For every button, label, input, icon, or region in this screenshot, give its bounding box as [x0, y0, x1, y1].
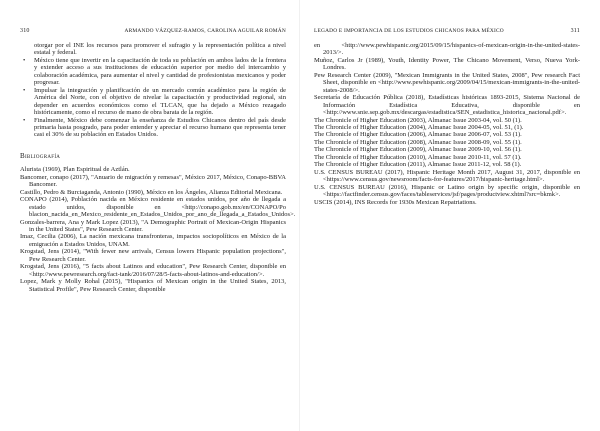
- reference-entry: Krogstad, Jens (2016), "5 facts about Latinos and education", Pew Research Center, disponible en <http://www.pewresearch.org/fact-tank/2016/07/28/5-facts-about-latinos-and-education/>.: [20, 263, 286, 278]
- recommendation-text: Impulsar la integración y planificación de un mercado común académico para la región de América del Norte, con el objetivo de nivelar la capacitación y productividad regional, sin depender en acuerdos económicos como el TLCAN, que ha dejado a México rezagado históricamente, como el recurso de mano de obra barata de la región.: [34, 86, 286, 117]
- recommendation-item: [20, 57, 286, 87]
- left-body: [20, 42, 296, 293]
- reference-entry: USCIS (2014), INS Records for 1930s Mexican Repatriations.: [314, 198, 477, 206]
- recommendation-item: [20, 87, 286, 117]
- left-page-number: 310: [20, 28, 30, 34]
- reference-entry: U.S. CENSUS BUREAU (2017), Hispanic Heritage Month 2017, August 31, 2017, disponible en <https://www.census.gov/newsroom/facts-for-features/2017/hispanic-heritage.html>.: [314, 168, 580, 184]
- left-running-head: ARMANDO VÁZQUEZ-RAMOS, CAROLINA AGUILAR ROMÁN: [124, 28, 286, 34]
- reference-entry: The Chronicle of Higher Education (2003), Almanac Issue 2003-04, vol. 50 (1).: [314, 116, 522, 124]
- reference-entry: Alurista (1969), Plan Espiritual de Aztlán.: [20, 166, 130, 174]
- reference-entry: The Chronicle of Higher Education (2011), Almanac Issue 2011-12, vol. 58 (1).: [314, 161, 522, 169]
- reference-entry: Secretaría de Educación Pública (2018), Estadísticas históricas 1893-2015, Sistema Nacional de Información Estadística Educativa, disponible en <http://www.snie.sep.gob.mx/descargas/estadistica/SEN_estadistica_historica_nacional.pdf>.: [314, 94, 580, 117]
- right-page-number: 311: [570, 28, 580, 34]
- recommendation-text: Finalmente, México debe comenzar la enseñanza de Estudios Chicanos dentro del país desde primaria hasta posgrado, para poder entender y apreciar el recurso humano que representa tener casi el 30% de su población en Estados Unidos.: [34, 116, 286, 139]
- reference-entry: The Chronicle of Higher Education (2009), Almanac Issue 2009-10, vol. 56 (1).: [314, 146, 522, 154]
- right-header: [314, 0, 580, 42]
- reference-entry: Imaz, Cecilia (2006), La nación mexicana transfronteras, impactos sociopolíticos en México de la emigración a Estados Unidos, UNAM.: [20, 233, 286, 248]
- reference-entry: The Chronicle of Higher Education (2010), Almanac Issue 2010-11, vol. 57 (1).: [314, 153, 522, 161]
- right-page: [300, 0, 600, 431]
- reference-entry: U.S. CENSUS BUREAU (2016), Hispanic or Latino origin by specific origin, disponible en <https://factfinder.census.gov/faces/tableservices/jsf/pages/productview.xhtml?src=bkmk>.: [314, 183, 580, 199]
- reference-entry: Bancomer, conapo (2017), "Anuario de migración y remesas", México 2017, México, Conapo-BBVA Bancomer.: [20, 173, 286, 189]
- recommendation-text: otorgar por el INE los recursos para promover el sufragio y la representación política a nivel estatal y federal.: [34, 42, 286, 57]
- reference-entry: The Chronicle of Higher Education (2006), Almanac Issue 2006-07, vol. 53 (1).: [314, 131, 522, 139]
- bullet-icon: •: [23, 86, 26, 94]
- reference-entry: The Chronicle of Higher Education (2008), Almanac Issue 2008-09, vol. 55 (1).: [314, 138, 522, 146]
- recommendation-item: [20, 42, 286, 57]
- bullet-icon: •: [23, 116, 26, 124]
- reference-entry: CONAPO (2014), Población nacida en México residente en estados unidos, por año de llegada a estado unidos, disponible en <http://conapo.gob.mx/en/CONAPO/Po blacion_nacida_en_Mexico_residente_en_Estados_Unidos_por_ano_de_llegada_a_Estados_Unidos>.: [20, 196, 296, 219]
- right-running-head: LEGADO E IMPORTANCIA DE LOS ESTUDIOS CHICANOS PARA MÉXICO: [314, 28, 504, 34]
- bibliography-title: Bibliografía: [20, 151, 61, 160]
- reference-entry: Lopez, Mark y Molly Rohal (2015), "Hispanics of Mexican origin in the United States, 2013, Statistical Profile", Pew Research Center, disponible: [20, 278, 286, 293]
- left-header: [20, 0, 286, 42]
- recommendation-text: México tiene que invertir en la capacitación de toda su población en ambos lados de la frontera y extender acceso a sus instituciones de educación superior por medio del intercambio y colaboración académica, para aumentar el nivel y cantidad de profesionistas mexicanos y poder progresar.: [34, 56, 286, 87]
- reference-entry: Krogstad, Jens (2014), "With fewer new arrivals, Census lowers Hispanic population projections", Pew Research Center.: [20, 248, 286, 263]
- reference-entry: Muñoz, Carlos Jr (1989), Youth, Identity Power, The Chicano Movement, Verso, Nueva York-Londres.: [314, 56, 580, 72]
- bibliography-list-right: [314, 42, 580, 206]
- reference-entry: Gonzales-barrera, Ana y Mark Lopez (2013), "A Demographic Portrait of Mexican-Origin Hispanics in the United States", Pew Research Center.: [20, 218, 286, 233]
- reference-entry: Pew Research Center (2009), "Mexican Immigrants in the United States, 2008", Pew research Fact Sheet, disponible en <http://www.pewhispanic.org/2009/04/15/mexican-immigrants-in-the-united-states-2008/>.: [314, 71, 580, 94]
- recommendations-list: [20, 42, 286, 139]
- bibliography-list-left: [20, 166, 296, 293]
- reference-entry: The Chronicle of Higher Education (2004), Almanac Issue 2004-05, vol. 51, (1).: [314, 123, 524, 131]
- bullet-icon: •: [23, 56, 26, 64]
- reference-entry: en <http://www.pewhispanic.org/2015/09/15/hispanics-of-mexican-origin-in-the-united-states-2013/>.: [314, 42, 580, 57]
- reference-entry: Castillo, Pedro & Burciaganda, Antonio (1990), México en los Ángeles, Alianza Editorial Mexicana.: [20, 188, 283, 196]
- recommendation-item: [20, 117, 286, 139]
